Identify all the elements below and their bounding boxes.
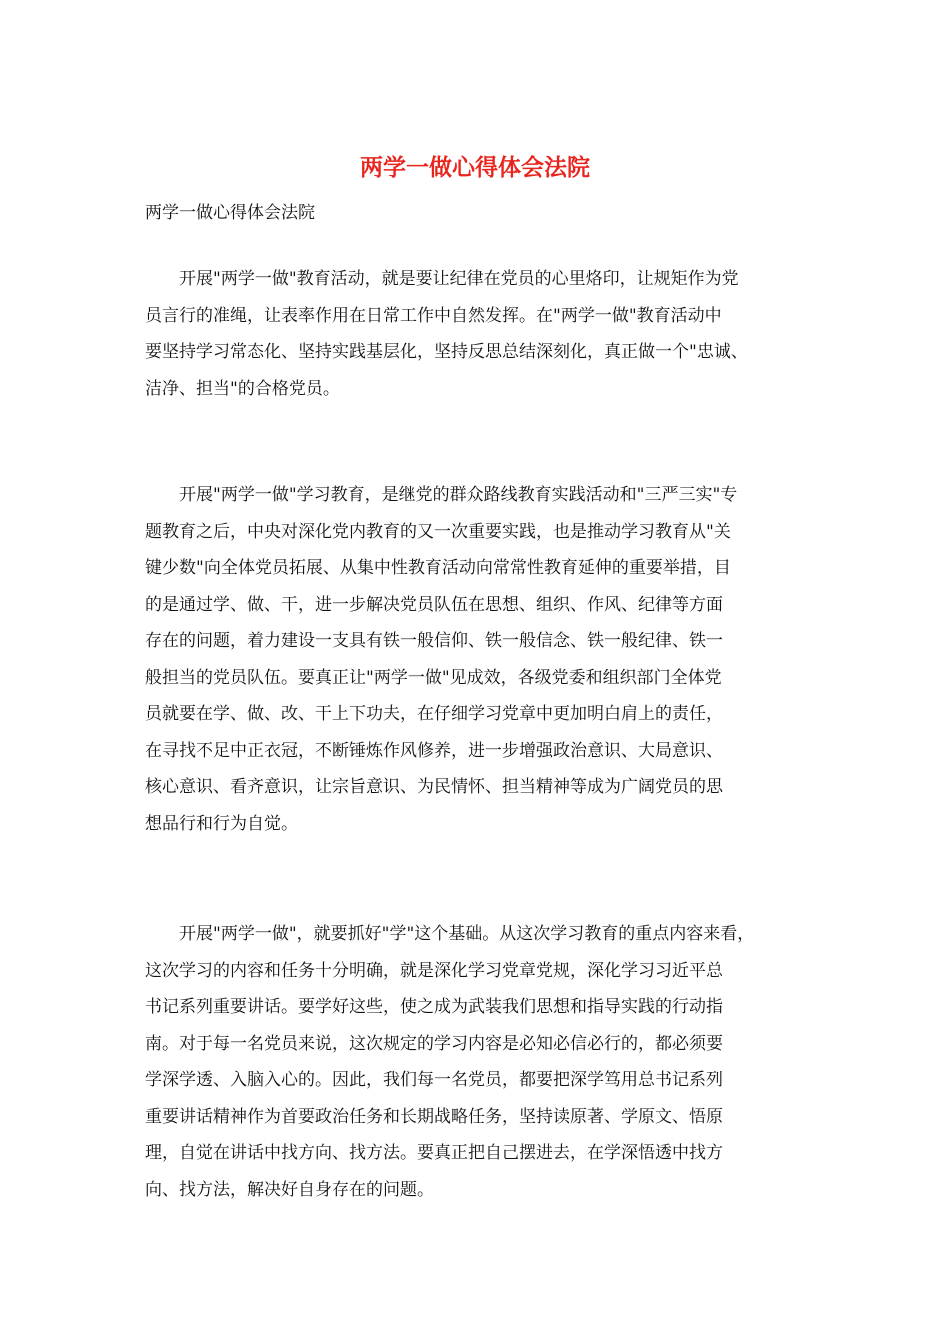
paragraph-line: 要坚持学习常态化、坚持实践基层化，坚持反思总结深刻化，真正做一个"忠诚、 bbox=[145, 342, 748, 362]
paragraph-line: 开展"两学一做"学习教育，是继党的群众路线教育实践活动和"三严三实"专 bbox=[145, 485, 738, 505]
paragraph-line: 的是通过学、做、干，进一步解决党员队伍在思想、组织、作风、纪律等方面 bbox=[145, 594, 723, 615]
paragraph-line: 这次学习的内容和任务十分明确，就是深化学习党章党规，深化学习习近平总 bbox=[145, 960, 723, 981]
paragraph-line: 存在的问题，着力建设一支具有铁一般信仰、铁一般信念、铁一般纪律、铁一 bbox=[145, 631, 723, 651]
document-title: 两学一做心得体会法院 bbox=[360, 154, 590, 181]
paragraph-line: 想品行和行为自觉。 bbox=[145, 813, 298, 834]
paragraph-line: 般担当的党员队伍。要真正让"两学一做"见成效，各级党委和组织部门全体党 bbox=[145, 667, 722, 688]
paragraph-line: 重要讲话精神作为首要政治任务和长期战略任务，坚持读原著、学原文、悟原 bbox=[145, 1106, 723, 1127]
paragraph-line: 员就要在学、做、改、干上下功夫，在仔细学习党章中更加明白肩上的责任， bbox=[145, 704, 723, 724]
document-subtitle: 两学一做心得体会法院 bbox=[145, 203, 315, 223]
paragraph-line: 书记系列重要讲话。要学好这些，使之成为武装我们思想和指导实践的行动指 bbox=[145, 997, 723, 1017]
paragraph-line: 开展"两学一做"教育活动，就是要让纪律在党员的心里烙印，让规矩作为党 bbox=[145, 269, 739, 289]
paragraph-line: 员言行的准绳，让表率作用在日常工作中自然发挥。在"两学一做"教育活动中 bbox=[145, 305, 722, 326]
paragraph-1 bbox=[145, 261, 835, 407]
paragraph-line: 键少数"向全体党员拓展、从集中性教育活动向常常性教育延伸的重要举措，目 bbox=[145, 558, 731, 578]
paragraph-line: 洁净、担当"的合格党员。 bbox=[145, 378, 340, 399]
paragraph-line: 学深学透、入脑入心的。因此，我们每一名党员，都要把深学笃用总书记系列 bbox=[145, 1070, 723, 1090]
paragraph-3 bbox=[145, 916, 835, 1208]
paragraph-2 bbox=[145, 477, 835, 842]
paragraph-line: 向、找方法，解决好自身存在的问题。 bbox=[145, 1179, 434, 1200]
paragraph-line: 理，自觉在讲话中找方向、找方法。要真正把自己摆进去，在学深悟透中找方 bbox=[145, 1143, 723, 1163]
paragraph-line: 开展"两学一做"，就要抓好"学"这个基础。从这次学习教育的重点内容来看， bbox=[145, 924, 755, 944]
paragraph-line: 在寻找不足中正衣冠，不断锤炼作风修养，进一步增强政治意识、大局意识、 bbox=[145, 740, 723, 761]
paragraph-line: 南。对于每一名党员来说，这次规定的学习内容是必知必信必行的，都必须要 bbox=[145, 1033, 723, 1054]
paragraph-line: 题教育之后，中央对深化党内教育的又一次重要实践，也是推动学习教育从"关 bbox=[145, 521, 731, 542]
paragraph-line: 核心意识、看齐意识，让宗旨意识、为民情怀、担当精神等成为广阔党员的思 bbox=[145, 777, 723, 797]
